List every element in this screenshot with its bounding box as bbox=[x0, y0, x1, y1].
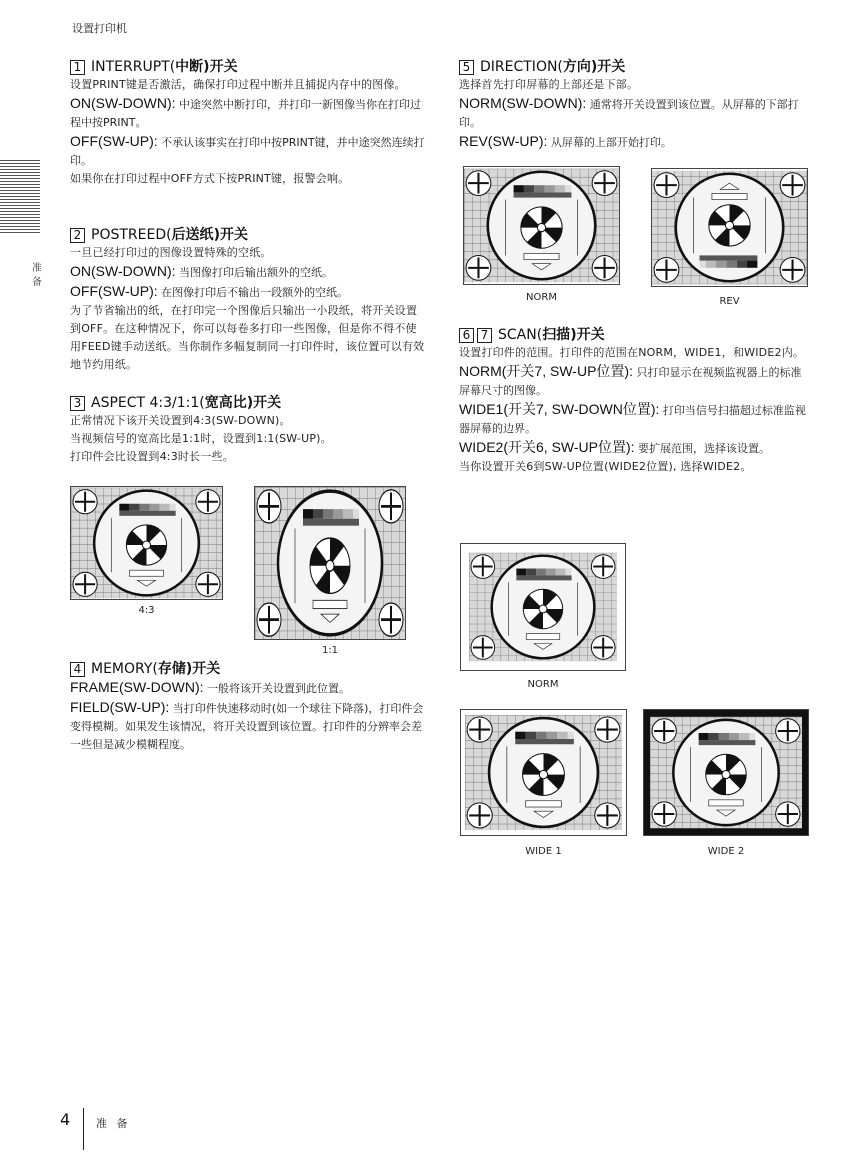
option-off: OFF(SW-UP): 不承认该事实在打印中按PRINT键，并中途突然连续打印。 bbox=[70, 133, 425, 167]
switch-number-badge: 4 bbox=[70, 662, 85, 677]
description: 设置PRINT键是否激活，确保打印过程中断并且捕捉内存中的图像。 bbox=[70, 78, 406, 91]
footer-section-name: 准 备 bbox=[96, 1117, 131, 1130]
caption-scan-norm: NORM bbox=[527, 679, 559, 690]
description: 一旦已经打印过的图像设置特殊的空纸。 bbox=[70, 246, 272, 259]
option-off: OFF(SW-UP): 在图像打印后不输出一段额外的空纸。 bbox=[70, 283, 349, 299]
section-heading: 4 MEMORY(存储)开关 bbox=[70, 660, 425, 678]
section-postreed bbox=[70, 226, 425, 374]
caption-wide2: WIDE 2 bbox=[707, 846, 745, 857]
option-field: FIELD(SW-UP): 当打印件快速移动时(如一个球往下降落)，打印件会变得模糊。如果发生该情况，将开关设置到该位置。打印件的分辨率会差一些但是减少模糊程度。 bbox=[70, 699, 424, 751]
note: 当你设置开关6到SW-UP位置(WIDE2位置), 选择WIDE2。 bbox=[459, 460, 752, 473]
description: 选择首先打印屏幕的上部还是下部。 bbox=[459, 78, 639, 91]
option-on: ON(SW-DOWN): 当图像打印后输出额外的空纸。 bbox=[70, 263, 333, 279]
option-wide2: WIDE2(开关6, SW-UP位置): 要扩展范围，选择该设置。 bbox=[459, 439, 771, 455]
caption-norm: NORM bbox=[526, 292, 557, 303]
switch-number-badge: 7 bbox=[477, 328, 492, 343]
page-number: 4 bbox=[60, 1110, 71, 1129]
test-pattern-rev bbox=[651, 168, 808, 287]
running-header: 设置打印机 bbox=[72, 22, 127, 35]
switch-number-badge: 3 bbox=[70, 396, 85, 411]
caption-1-1: 1:1 bbox=[321, 645, 339, 656]
caption-rev: REV bbox=[719, 296, 740, 307]
test-pattern-4-3 bbox=[70, 486, 223, 600]
test-pattern-norm bbox=[463, 166, 620, 285]
section-aspect bbox=[70, 394, 425, 466]
option-wide1: WIDE1(开关7, SW-DOWN位置): 打印当信号扫描超过标准监视器屏幕的边界。 bbox=[459, 401, 806, 435]
option-norm: NORM(开关7, SW-UP位置): 只打印显示在视频监视器上的标准屏幕尺寸的图像。 bbox=[459, 363, 802, 397]
footer-divider bbox=[83, 1108, 84, 1150]
section-heading: 3 ASPECT 4:3/1:1(宽高比)开关 bbox=[70, 394, 425, 412]
test-pattern-wide2 bbox=[643, 709, 809, 836]
option-on: ON(SW-DOWN): 中途突然中断打印，并打印一新图像当你在打印过程中按PRINT。 bbox=[70, 95, 421, 129]
caption-4-3: 4:3 bbox=[138, 605, 155, 616]
line: 正常情况下该开关设置到4:3(SW-DOWN)。 bbox=[70, 414, 291, 427]
chapter-tab-stripes bbox=[0, 160, 40, 235]
note: 如果你在打印过程中OFF方式下按PRINT键，报警会响。 bbox=[70, 172, 350, 185]
test-pattern-wide1 bbox=[460, 709, 627, 836]
switch-number-badge: 5 bbox=[459, 60, 474, 75]
option-rev: REV(SW-UP): 从屏幕的上部开始打印。 bbox=[459, 133, 672, 149]
section-scan bbox=[459, 326, 811, 476]
option-frame: FRAME(SW-DOWN): 一般将该开关设置到此位置。 bbox=[70, 679, 350, 695]
switch-number-badge: 6 bbox=[459, 328, 474, 343]
option-norm: NORM(SW-DOWN): 通常将开关设置到该位置。从屏幕的下部打印。 bbox=[459, 95, 799, 129]
section-heading: 6 7 SCAN(扫描)开关 bbox=[459, 326, 811, 344]
section-direction bbox=[459, 58, 814, 152]
test-pattern-1-1 bbox=[254, 486, 406, 640]
description: 设置打印件的范围。打印件的范围在NORM，WIDE1，和WIDE2内。 bbox=[459, 346, 805, 359]
line: 当视频信号的宽高比是1:1时，设置到1:1(SW-UP)。 bbox=[70, 432, 332, 445]
section-heading: 5 DIRECTION(方向)开关 bbox=[459, 58, 814, 76]
test-pattern-scan-norm bbox=[460, 543, 626, 671]
switch-number-badge: 1 bbox=[70, 60, 85, 75]
section-memory bbox=[70, 660, 425, 754]
section-interrupt bbox=[70, 58, 425, 188]
chapter-tab-label: 准 备 bbox=[32, 263, 42, 288]
line: 打印件会比设置到4:3时长一些。 bbox=[70, 450, 234, 463]
note: 为了节省输出的纸，在打印完一个图像后只输出一小段纸，将开关设置到OFF。在这种情况下，你可以每卷多打印一些图像，但是你不得不使用FEED键手动送纸。当你制作多幅复制同一打印件时，该位置可以有效地节约用纸。 bbox=[70, 304, 425, 371]
switch-number-badge: 2 bbox=[70, 228, 85, 243]
section-heading: 2 POSTREED(后送纸)开关 bbox=[70, 226, 425, 244]
caption-wide1: WIDE 1 bbox=[525, 846, 562, 857]
section-heading: 1 INTERRUPT(中断)开关 bbox=[70, 58, 425, 76]
